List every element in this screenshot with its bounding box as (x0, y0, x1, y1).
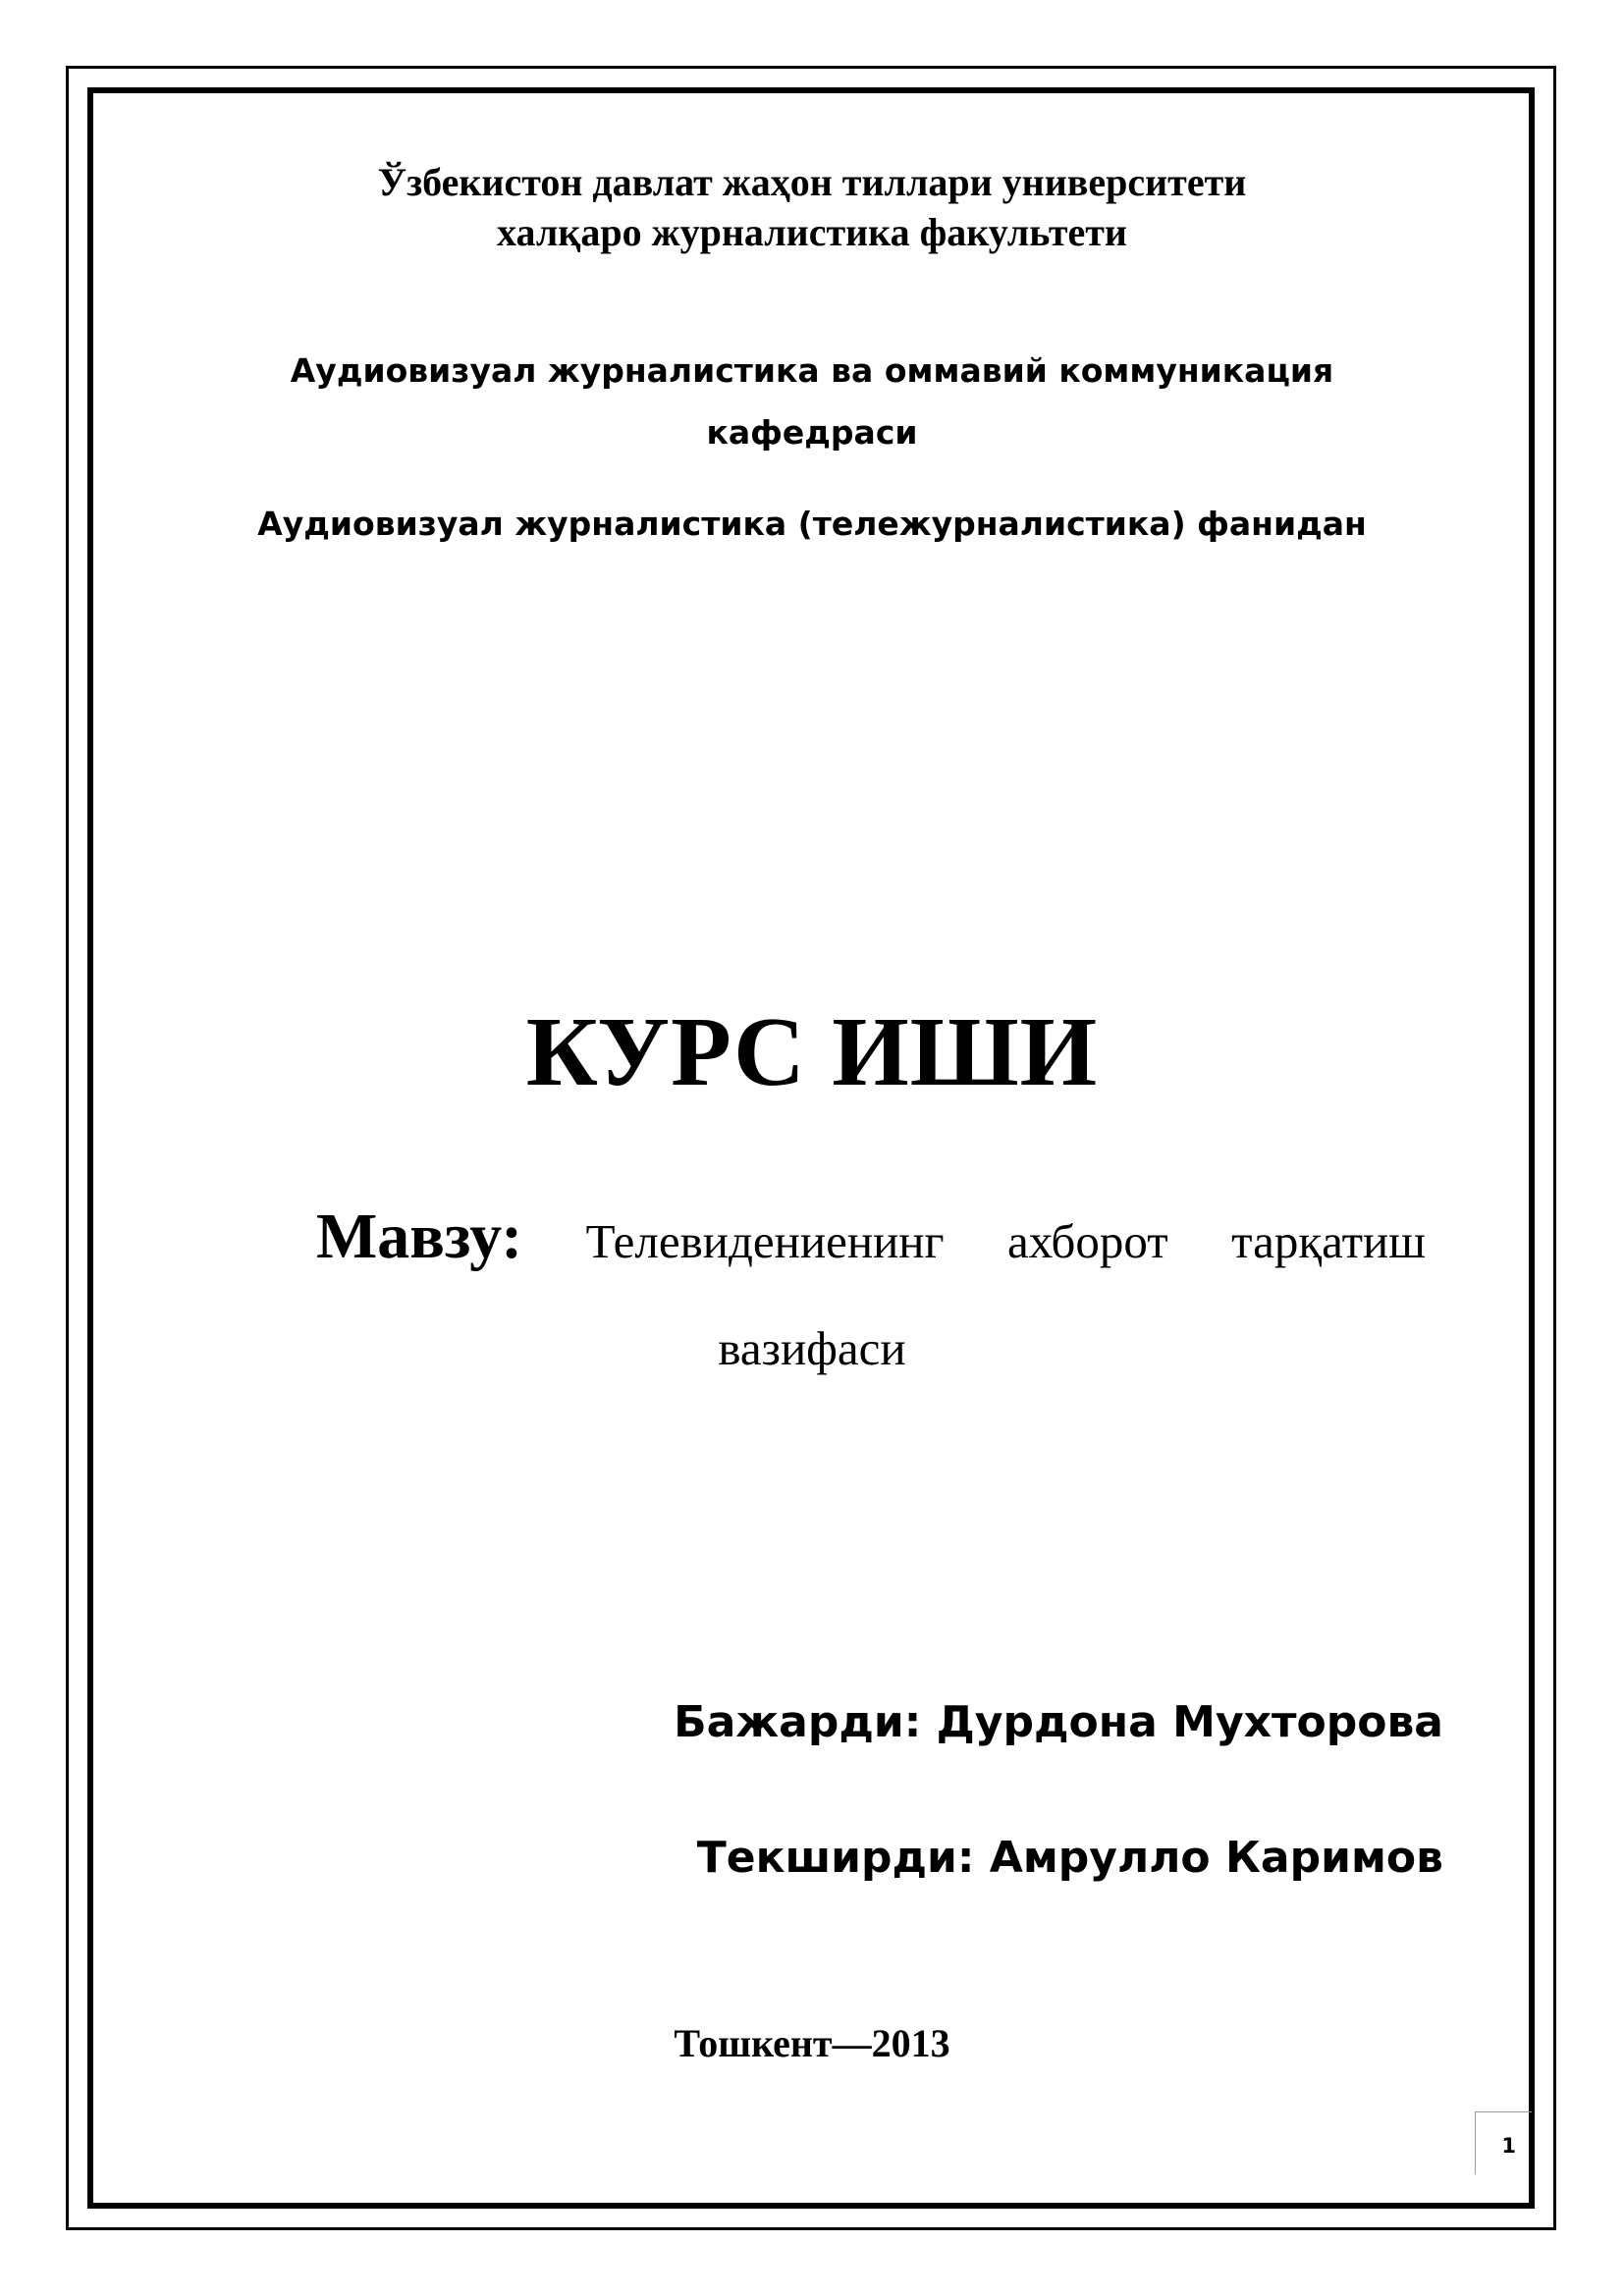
department-line-2: кафедраси (706, 413, 918, 452)
reviewer-line: Текширди: Амрулло Каримов (696, 1833, 1443, 1883)
subject-name: Аудиовизуал журналистика (тележурналистика) фанидан (257, 505, 1367, 543)
page-number: 1 (1475, 2111, 1532, 2174)
topic-second-line: вазифаси (718, 1321, 906, 1375)
topic-word: ахборот (1007, 1214, 1168, 1268)
topic-line (316, 1200, 1426, 1274)
page-border-inner (87, 87, 1535, 2209)
document-title: КУРС ИШИ (525, 996, 1099, 1106)
topic-word: Телевидениенинг (585, 1214, 945, 1268)
city-year: Тошкент—2013 (674, 2021, 950, 2065)
university-name: Ўзбекистон давлат жаҳон тиллари университети (377, 160, 1247, 204)
department-line-1: Аудиовизуал журналистика ва оммавий коммуникация (290, 351, 1334, 390)
topic-word: тарқатиш (1231, 1214, 1426, 1268)
topic-label: Мавзу: (316, 1201, 523, 1272)
faculty-name: халқаро журналистика факультети (497, 210, 1127, 254)
author-line: Бажарди: Дурдона Мухторова (674, 1697, 1443, 1747)
